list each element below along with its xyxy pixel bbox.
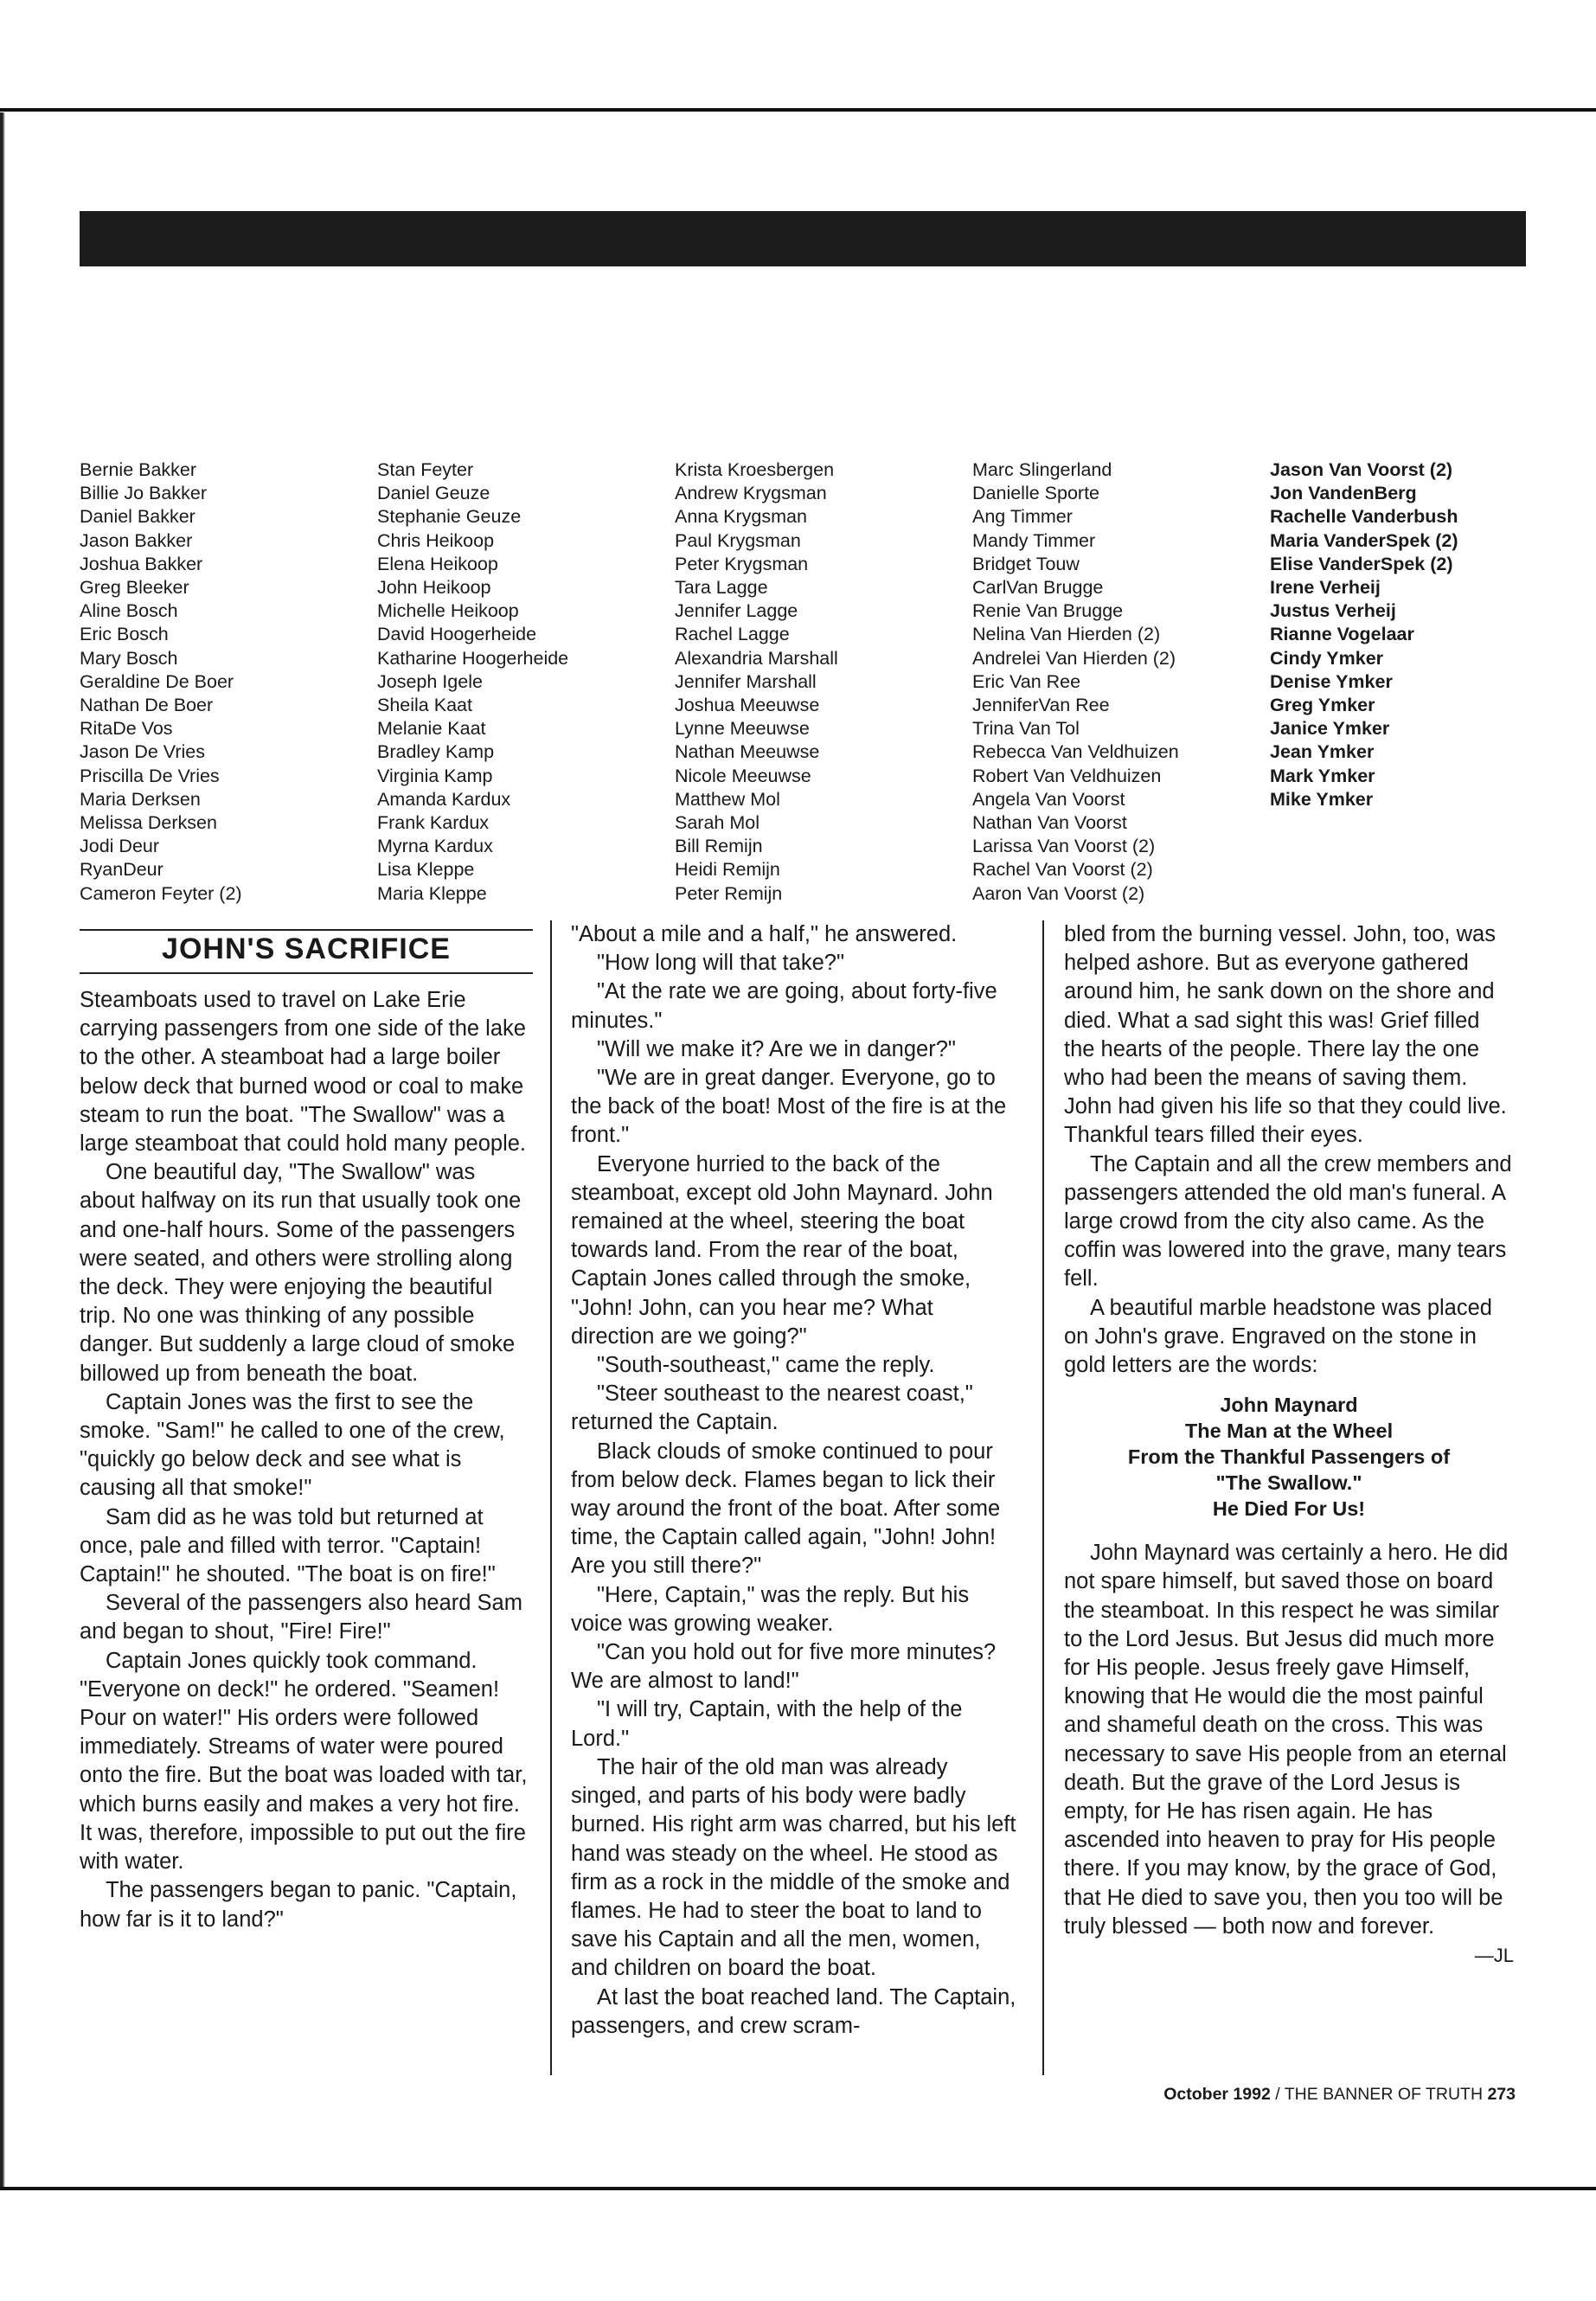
name-entry: Mike Ymker [1270, 788, 1374, 810]
name-entry: Bernie Bakker [80, 459, 197, 480]
name-entry: Stephanie Geuze [377, 506, 522, 528]
name-entry: JenniferVan Ree [972, 695, 1110, 716]
paragraph: Several of the passengers also heard Sam and began to shout, "Fire! Fire!" [80, 1591, 522, 1644]
paragraph: The passengers began to panic. "Captain, how far is it to land?" [80, 1878, 517, 1932]
paragraph: bled from the burning vessel. John, too, was helped ashore. But as everyone gathered around him, he sank down on the shore and died. What a sad sight this was! Grief filled the hearts of the people. There lay the one who had been the means of saving them. John had given his life so that they could live. Thankful tears filled their eyes. [1064, 922, 1507, 1148]
article-column-3 [1064, 920, 1514, 1970]
name-entry: Larissa Van Voorst (2) [972, 836, 1156, 857]
name-entry: Angela Van Voorst [972, 788, 1125, 810]
name-entry: Joseph Igele [377, 670, 483, 692]
title-rule-top [80, 929, 533, 931]
name-entry: Mandy Timmer [972, 529, 1096, 551]
name-entry: Danielle Sporte [972, 483, 1100, 504]
name-entry: Jodi Deur [80, 836, 160, 857]
name-entry: Nathan Van Voorst [972, 812, 1127, 834]
scan-edge [0, 112, 9, 2187]
name-entry: Daniel Bakker [80, 506, 195, 528]
page-footer [1125, 2085, 1516, 2105]
names-column-1 [80, 458, 377, 906]
article-title: JOHN'S SACRIFICE [162, 933, 451, 965]
name-entry: Justus Verheij [1270, 600, 1396, 622]
name-entry: Jon VandenBerg [1270, 483, 1417, 504]
name-entry: Greg Ymker [1270, 695, 1375, 716]
name-entry: Krista Kroesbergen [675, 459, 835, 480]
name-entry: Billie Jo Bakker [80, 483, 207, 504]
name-entry: Peter Remijn [675, 882, 783, 904]
name-entry: Rachelle Vanderbush [1270, 506, 1458, 528]
name-entry: RyanDeur [80, 859, 163, 881]
paragraph: A beautiful marble headstone was placed on John's grave. Engraved on the stone in gold letters are the words: [1064, 1295, 1492, 1378]
name-entry: Aaron Van Voorst (2) [972, 882, 1145, 904]
name-entry: Chris Heikoop [377, 529, 495, 551]
name-entry: Melanie Kaat [377, 718, 486, 740]
footer-date: October 1992 [1163, 2085, 1271, 2104]
name-entry: Virginia Kamp [377, 765, 493, 786]
name-entry: Maria Derksen [80, 788, 201, 810]
name-entry: Robert Van Veldhuizen [972, 765, 1162, 786]
name-entry: Maria VanderSpek (2) [1270, 529, 1458, 551]
name-entry: Paul Krygsman [675, 529, 801, 551]
name-entry: Bradley Kamp [377, 741, 495, 763]
name-entry: Tara Lagge [675, 577, 768, 599]
name-entry: Nathan De Boer [80, 695, 214, 716]
name-entry: Rachel Lagge [675, 624, 790, 645]
article-column-1 [80, 986, 533, 1934]
name-entry: Lisa Kleppe [377, 859, 475, 881]
inscription-line: "The Swallow." [1215, 1471, 1362, 1495]
paragraph: "I will try, Captain, with the help of the Lord." [571, 1697, 963, 1751]
name-entry: Elise VanderSpek (2) [1270, 553, 1453, 574]
name-entry: RitaDe Vos [80, 718, 173, 740]
name-entry: Elena Heikoop [377, 553, 498, 574]
name-entry: Peter Krygsman [675, 553, 809, 574]
name-entry: Cameron Feyter (2) [80, 882, 242, 904]
paragraph: "How long will that take?" [597, 951, 844, 976]
paragraph: Everyone hurried to the back of the steamboat, except old John Maynard. John remained at the wheel, steering the boat towards land. From the rear of the boat, Captain Jones called through the smoke, "John! John, can you hear me? What direction are we going?" [571, 1151, 993, 1349]
name-entry: Eric Bosch [80, 624, 169, 645]
paragraph: At last the boat reached land. The Captain, passengers, and crew scram- [571, 1984, 1016, 2038]
name-entry: Geraldine De Boer [80, 670, 234, 692]
name-entry: Mark Ymker [1270, 765, 1375, 786]
name-entry: Denise Ymker [1270, 670, 1393, 692]
name-entry: Lynne Meeuwse [675, 718, 810, 740]
paragraph: "Will we make it? Are we in danger?" [597, 1036, 956, 1061]
name-entry: Janice Ymker [1270, 718, 1390, 740]
paragraph: Captain Jones was the first to see the smoke. "Sam!" he called to one of the crew, "quickly go below deck and see what is causing all that smoke!" [80, 1389, 505, 1501]
name-entry: Frank Kardux [377, 812, 490, 834]
name-entry: Jason Van Voorst (2) [1270, 459, 1453, 480]
paragraph: "Here, Captain," was the reply. But his voice was growing weaker. [571, 1582, 970, 1636]
inscription-line: The Man at the Wheel [1184, 1420, 1394, 1443]
footer-publication: / THE BANNER OF TRUTH [1270, 2085, 1488, 2104]
name-entry: Myrna Kardux [377, 836, 493, 857]
name-entry: John Heikoop [377, 577, 491, 599]
names-column-3 [675, 458, 972, 906]
names-column-5 [1270, 458, 1567, 906]
name-entry: Aline Bosch [80, 600, 178, 622]
name-entry: Eric Van Ree [972, 670, 1081, 692]
title-rule-bottom [80, 972, 533, 974]
paragraph: "Steer southeast to the nearest coast," returned the Captain. [571, 1381, 973, 1435]
names-column-4 [972, 458, 1270, 906]
name-entry: Bill Remijn [675, 836, 763, 857]
paragraph: The Captain and all the crew members and passengers attended the old man's funeral. A large crowd from the city also came. As the coffin was lowered into the grave, many tears fell. [1064, 1151, 1512, 1292]
paragraph: Steamboats used to travel on Lake Erie carrying passengers from one side of the lake to the other. A steamboat had a large boiler below deck that burned wood or coal to make steam to run the boat. "The Swallow" was a large steamboat that could hold many people. [80, 988, 527, 1157]
name-entry: Katharine Hoogerheide [377, 647, 569, 669]
inscription-line: John Maynard [1220, 1394, 1358, 1417]
name-entry: Greg Bleeker [80, 577, 189, 599]
name-entry: CarlVan Brugge [972, 577, 1104, 599]
paragraph: Captain Jones quickly took command. "Everyone on deck!" he ordered. "Seamen! Pour on water!" His orders were followed immediately. Streams of water were poured onto the fire. But the boat was loaded with tar, which burns easily and makes a very hot fire. It was, therefore, impossible to put out the fire with water. [80, 1648, 528, 1875]
name-entry: Nathan Meeuwse [675, 741, 820, 763]
name-entry: Melissa Derksen [80, 812, 217, 834]
header-bar [80, 211, 1526, 266]
name-entry: Mary Bosch [80, 647, 178, 669]
bottom-rule [0, 2187, 1596, 2190]
paragraph: The hair of the old man was already singed, and parts of his body were badly burned. His right arm was charred, but his left hand was steady on the wheel. He stood as firm as a rock in the middle of the smoke and flames. He had to steer the boat to land to save his Captain and all the men, women, and children on board the boat. [571, 1754, 1016, 1981]
name-entry: Jason Bakker [80, 529, 193, 551]
name-entry: Jean Ymker [1270, 741, 1375, 763]
name-entry: Marc Slingerland [972, 459, 1112, 480]
names-column-2 [377, 458, 675, 906]
name-entry: Michelle Heikoop [377, 600, 519, 622]
name-entry: Jason De Vries [80, 741, 205, 763]
inscription-line: From the Thankful Passengers of [1127, 1445, 1451, 1469]
paragraph: "We are in great danger. Everyone, go to the back of the boat! Most of the fire is at the front." [571, 1066, 1007, 1148]
article-column-2 [571, 920, 1021, 2041]
page-number: 273 [1487, 2085, 1516, 2104]
column-divider-2 [1042, 920, 1044, 2075]
paragraph: "South-southeast," came the reply. [597, 1353, 935, 1378]
name-entry: Sheila Kaat [377, 695, 472, 716]
column-divider-1 [550, 920, 552, 2075]
name-entry: Anna Krygsman [675, 506, 807, 528]
paragraph: "At the rate we are going, about forty-five minutes." [571, 979, 997, 1033]
name-entry: Andrelei Van Hierden (2) [972, 647, 1176, 669]
name-entry: Jennifer Marshall [675, 670, 817, 692]
name-entry: David Hoogerheide [377, 624, 537, 645]
name-entry: Heidi Remijn [675, 859, 780, 881]
name-entry: Ang Timmer [972, 506, 1073, 528]
paragraph: "About a mile and a half," he answered. [571, 922, 958, 946]
paragraph: Black clouds of smoke continued to pour from below deck. Flames began to lick their way around the front of the boat. After some time, the Captain called again, "John! John! Are you still there?" [571, 1439, 1001, 1579]
paragraph: John Maynard was certainly a hero. He did not spare himself, but saved those on board the steamboat. In this respect he was similar to the Lord Jesus. But Jesus did much more for His people. Jesus freely gave Himself, knowing that He would die the most painful and shameful death on the cross. This was necessary to save His people from an eternal death. But the grave of the Lord Jesus is empty, for He has risen again. He has ascended into heaven to pray for His people there. If you may know, by the grace of God, that He died to save you, then you too will be truly blessed — both now and forever. [1064, 1541, 1509, 1939]
name-entry: Nelina Van Hierden (2) [972, 624, 1161, 645]
paragraph: "Can you hold out for five more minutes? We are almost to land!" [571, 1640, 997, 1694]
name-entry: Daniel Geuze [377, 483, 490, 504]
name-entry: Stan Feyter [377, 459, 474, 480]
author-signature: —JL [1474, 1945, 1514, 1967]
name-entry: Nicole Meeuwse [675, 765, 811, 786]
name-entry: Renie Van Brugge [972, 600, 1124, 622]
paragraph: One beautiful day, "The Swallow" was about halfway on its run that usually took one and one-half hours. Some of the passengers were seated, and others were strolling along the deck. They were enjoying the beautiful trip. No one was thinking of any possible danger. But suddenly a large cloud of smoke billowed up from beneath the boat. [80, 1160, 522, 1386]
name-entry: Trina Van Tol [972, 718, 1080, 740]
name-entry: Bridget Touw [972, 553, 1080, 574]
name-entry: Joshua Bakker [80, 553, 203, 574]
name-entry: Sarah Mol [675, 812, 760, 834]
name-entry: Cindy Ymker [1270, 647, 1384, 669]
top-rule [0, 108, 1596, 112]
name-entry: Rachel Van Voorst (2) [972, 859, 1153, 881]
inscription-line: He Died For Us! [1212, 1497, 1366, 1521]
name-entry: Priscilla De Vries [80, 765, 220, 786]
name-entry: Amanda Kardux [377, 788, 511, 810]
name-entry: Irene Verheij [1270, 577, 1381, 599]
paragraph: Sam did as he was told but returned at once, pale and filled with terror. "Captain! Captain!" he shouted. "The boat is on fire!" [80, 1504, 496, 1587]
names-list [80, 458, 1567, 906]
name-entry: Rianne Vogelaar [1270, 624, 1414, 645]
name-entry: Joshua Meeuwse [675, 695, 820, 716]
headstone-inscription [1064, 1392, 1514, 1522]
name-entry: Alexandria Marshall [675, 647, 838, 669]
name-entry: Andrew Krygsman [675, 483, 827, 504]
name-entry: Jennifer Lagge [675, 600, 798, 622]
name-entry: Maria Kleppe [377, 882, 487, 904]
name-entry: Matthew Mol [675, 788, 780, 810]
name-entry: Rebecca Van Veldhuizen [972, 741, 1179, 763]
